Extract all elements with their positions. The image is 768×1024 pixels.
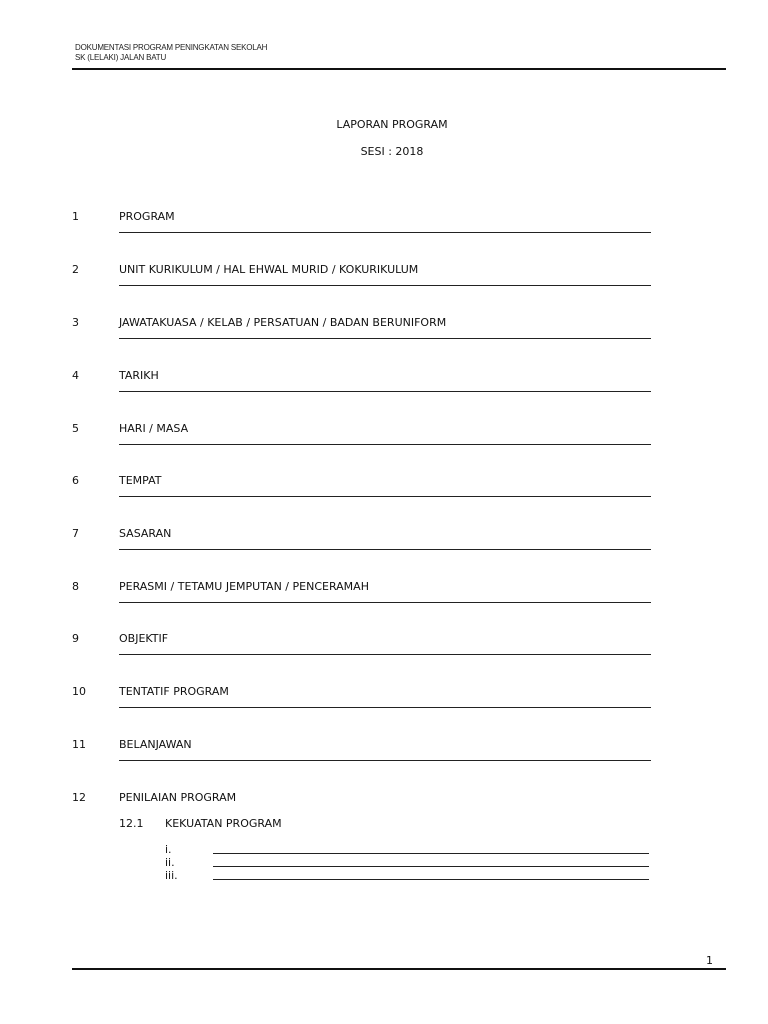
fill-in-line[interactable] xyxy=(213,866,649,867)
item-number: 8 xyxy=(72,580,79,593)
page-number: 1 xyxy=(706,954,713,967)
report-session: SESI : 2018 xyxy=(360,145,424,158)
fill-in-line[interactable] xyxy=(119,232,651,233)
fill-in-line[interactable] xyxy=(119,444,651,445)
fill-in-line[interactable] xyxy=(213,853,649,854)
point-label: ii. xyxy=(165,856,175,869)
item-label: SASARAN xyxy=(119,527,172,540)
fill-in-line[interactable] xyxy=(119,285,651,286)
point-label: i. xyxy=(165,843,172,856)
fill-in-line[interactable] xyxy=(119,338,651,339)
item-number: 9 xyxy=(72,632,79,645)
item-label: TEMPAT xyxy=(119,474,162,487)
fill-in-line[interactable] xyxy=(119,391,651,392)
fill-in-line[interactable] xyxy=(119,654,651,655)
item-number: 7 xyxy=(72,527,79,540)
item-number: 3 xyxy=(72,316,79,329)
item-label: UNIT KURIKULUM / HAL EHWAL MURID / KOKURIKULUM xyxy=(119,263,419,276)
header-rule xyxy=(72,68,726,70)
item-number: 11 xyxy=(72,738,86,751)
fill-in-line[interactable] xyxy=(213,879,649,880)
item-label: HARI / MASA xyxy=(119,422,189,435)
header-line-2: SK (LELAKI) JALAN BATU xyxy=(75,53,167,62)
fill-in-line[interactable] xyxy=(119,760,651,761)
point-row xyxy=(165,869,655,883)
item-label: TARIKH xyxy=(119,369,159,382)
item-number: 10 xyxy=(72,685,86,698)
item-label: PROGRAM xyxy=(119,210,175,223)
item-label: JAWATAKUASA / KELAB / PERSATUAN / BADAN BERUNIFORM xyxy=(119,316,447,329)
point-row xyxy=(165,856,655,870)
item-number: 2 xyxy=(72,263,79,276)
document-header xyxy=(75,43,267,63)
item-number: 5 xyxy=(72,422,79,435)
item-label: OBJEKTIF xyxy=(119,632,169,645)
item-label: TENTATIF PROGRAM xyxy=(119,685,229,698)
item-label: PENILAIAN PROGRAM xyxy=(119,791,237,804)
point-row xyxy=(165,843,655,857)
item-label: BELANJAWAN xyxy=(119,738,192,751)
report-title: LAPORAN PROGRAM xyxy=(336,118,448,131)
subsection-label: KEKUATAN PROGRAM xyxy=(165,817,282,830)
fill-in-line[interactable] xyxy=(119,602,651,603)
subsection-number: 12.1 xyxy=(119,817,144,830)
header-line-1: DOKUMENTASI PROGRAM PENINGKATAN SEKOLAH xyxy=(75,43,268,52)
item-number: 12 xyxy=(72,791,86,804)
item-label: PERASMI / TETAMU JEMPUTAN / PENCERAMAH xyxy=(119,580,369,593)
item-number: 1 xyxy=(72,210,79,223)
fill-in-line[interactable] xyxy=(119,549,651,550)
item-number: 4 xyxy=(72,369,79,382)
item-number: 6 xyxy=(72,474,79,487)
footer-rule xyxy=(72,968,726,970)
fill-in-line[interactable] xyxy=(119,496,651,497)
point-label: iii. xyxy=(165,869,178,882)
fill-in-line[interactable] xyxy=(119,707,651,708)
